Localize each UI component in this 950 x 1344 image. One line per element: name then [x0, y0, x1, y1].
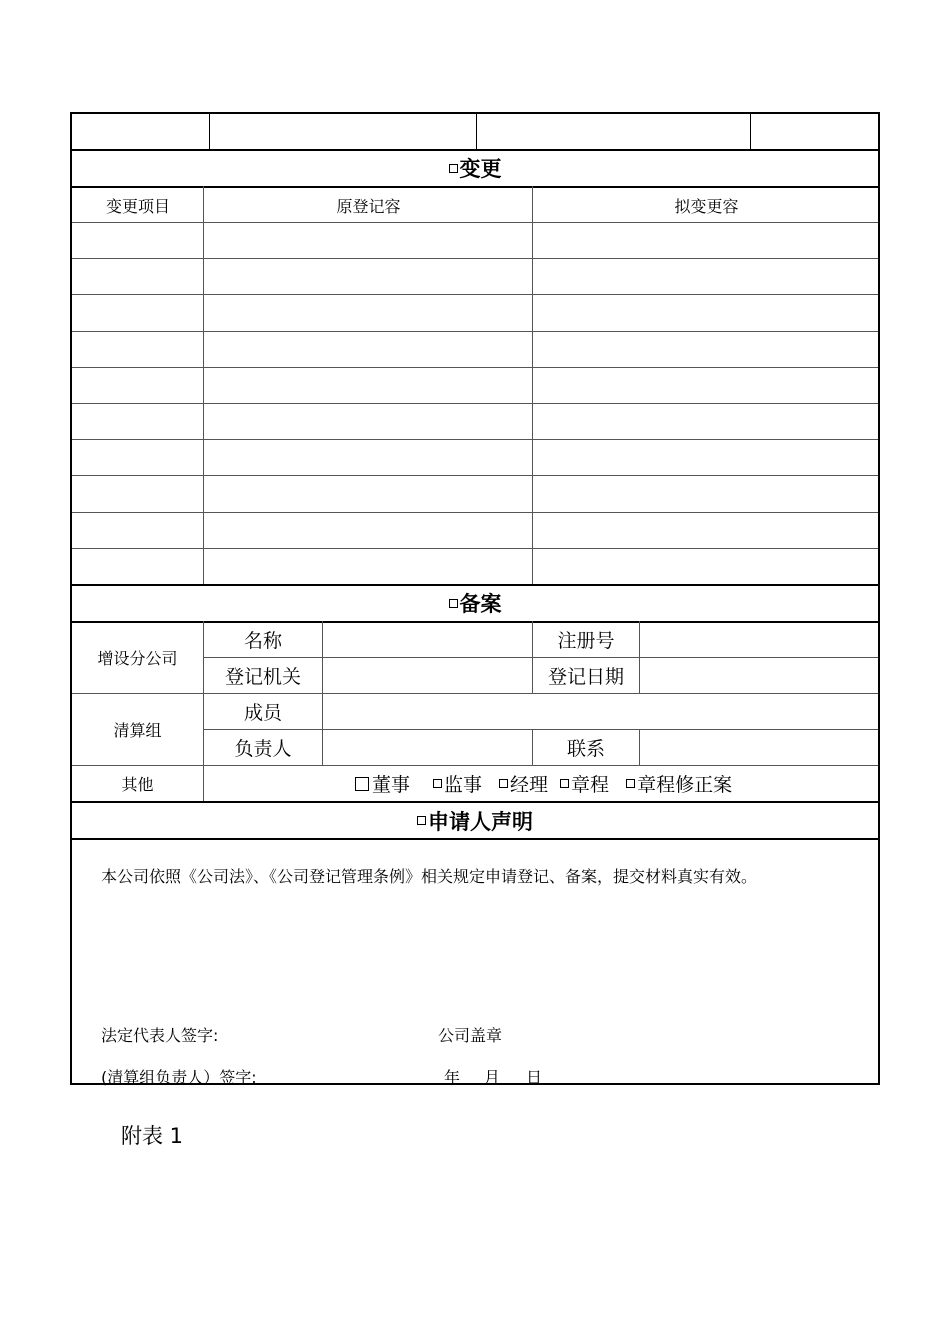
change-col-divider: [203, 186, 204, 584]
date-day-label: 日: [526, 1068, 543, 1087]
branch-reg-no-field[interactable]: [640, 622, 878, 657]
top-row-divider: [750, 114, 751, 150]
option-directors[interactable]: 董事: [355, 770, 410, 797]
option-articles[interactable]: 章程: [560, 770, 609, 797]
change-item-cell[interactable]: [72, 295, 203, 329]
col-header-original-content: 原登记容: [336, 196, 401, 216]
branch-authority-label: 登记机关: [224, 666, 301, 688]
branch-reg-no-label: 注册号: [557, 630, 615, 652]
change-col-divider: [532, 186, 533, 584]
other-options: [355, 766, 732, 801]
other-label: 其他: [121, 775, 154, 794]
filing-checkbox[interactable]: [449, 599, 458, 608]
change-item-cell[interactable]: [72, 223, 203, 257]
checkbox-icon: [560, 779, 569, 788]
checkbox-icon: [355, 777, 369, 791]
proposed-content-cell[interactable]: [533, 332, 878, 366]
proposed-content-cell[interactable]: [533, 368, 878, 402]
declaration-text: 本公司依照《公司法》、《公司登记管理条例》相关规定申请登记、备案，提交材料真实有效。: [101, 867, 758, 886]
original-content-cell[interactable]: [204, 404, 532, 438]
company-seal-label: 公司盖章: [438, 1026, 503, 1045]
liquidation-head-label: 负责人: [234, 738, 292, 760]
date-year-label: 年: [444, 1068, 461, 1087]
proposed-content-cell[interactable]: [533, 404, 878, 438]
liquidation-contact-label: 联系: [566, 738, 605, 760]
proposed-content-cell[interactable]: [533, 513, 878, 547]
original-content-cell[interactable]: [204, 368, 532, 402]
appendix-label: 附表 1: [121, 1124, 184, 1148]
declaration-section-title: 申请人声明: [72, 803, 878, 838]
legal-rep-signature-label: 法定代表人签字:: [101, 1026, 219, 1045]
proposed-content-cell[interactable]: [533, 476, 878, 510]
change-checkbox[interactable]: [449, 164, 458, 173]
date-month-label: 月: [484, 1068, 501, 1087]
liquidation-label: 清算组: [113, 721, 162, 740]
change-item-cell[interactable]: [72, 332, 203, 366]
change-item-cell[interactable]: [72, 404, 203, 438]
change-item-cell[interactable]: [72, 368, 203, 402]
option-articles-amendment[interactable]: 章程修正案: [626, 770, 732, 797]
registration-form: [70, 112, 880, 1085]
top-row-divider: [476, 114, 477, 150]
original-content-cell[interactable]: [204, 295, 532, 329]
branch-authority-field[interactable]: [323, 658, 532, 693]
change-section-title: 变更: [72, 150, 878, 186]
liquidation-head-field[interactable]: [323, 730, 532, 765]
original-content-cell[interactable]: [204, 223, 532, 257]
change-item-cell[interactable]: [72, 549, 203, 583]
original-content-cell[interactable]: [204, 549, 532, 583]
change-item-cell[interactable]: [72, 513, 203, 547]
col-header-change-item: 变更项目: [105, 196, 170, 216]
section-divider: [72, 838, 878, 840]
branch-name-label: 名称: [243, 630, 282, 652]
col-header-proposed-content: 拟变更容: [674, 196, 739, 216]
liquidation-contact-field[interactable]: [640, 730, 878, 765]
checkbox-icon: [626, 779, 635, 788]
proposed-content-cell[interactable]: [533, 549, 878, 583]
change-item-cell[interactable]: [72, 440, 203, 474]
original-content-cell[interactable]: [204, 259, 532, 293]
option-manager[interactable]: 经理: [499, 770, 548, 797]
change-item-cell[interactable]: [72, 259, 203, 293]
declaration-checkbox[interactable]: [417, 816, 426, 825]
proposed-content-cell[interactable]: [533, 259, 878, 293]
change-item-cell[interactable]: [72, 476, 203, 510]
proposed-content-cell[interactable]: [533, 295, 878, 329]
proposed-content-cell[interactable]: [533, 223, 878, 257]
checkbox-icon: [499, 779, 508, 788]
branch-name-field[interactable]: [323, 622, 532, 657]
branch-reg-date-field[interactable]: [640, 658, 878, 693]
liquidation-head-signature-label: (清算组负责人）签字:: [101, 1068, 257, 1087]
original-content-cell[interactable]: [204, 440, 532, 474]
proposed-content-cell[interactable]: [533, 440, 878, 474]
liquidation-members-field[interactable]: [323, 694, 878, 729]
original-content-cell[interactable]: [204, 332, 532, 366]
top-row-divider: [209, 114, 210, 150]
checkbox-icon: [433, 779, 442, 788]
filing-section-title: 备案: [72, 586, 878, 620]
branch-reg-date-label: 登记日期: [547, 666, 624, 688]
original-content-cell[interactable]: [204, 476, 532, 510]
branch-label: 增设分公司: [97, 649, 178, 668]
liquidation-members-label: 成员: [243, 702, 282, 724]
option-supervisors[interactable]: 监事: [433, 770, 482, 797]
original-content-cell[interactable]: [204, 513, 532, 547]
